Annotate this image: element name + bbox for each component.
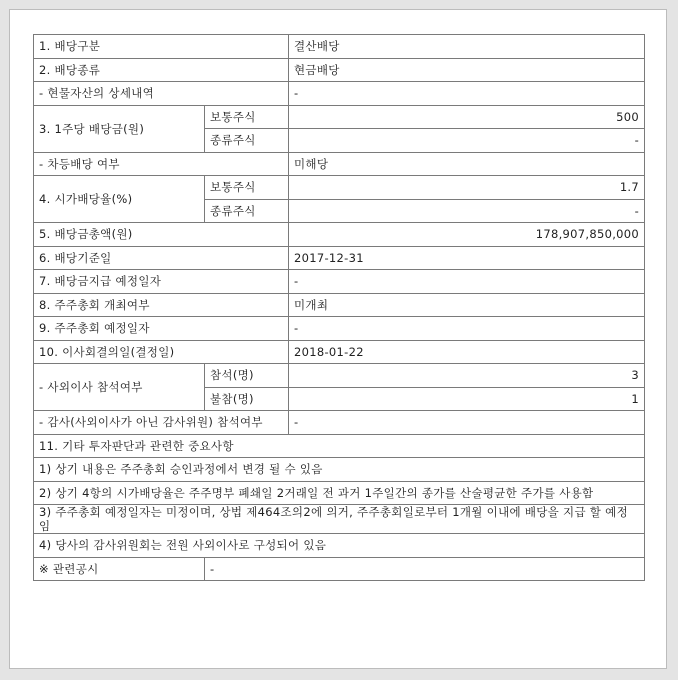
table-row xyxy=(34,411,645,435)
row-value: 현금배당 xyxy=(289,58,645,82)
row-sublabel: 불참(명) xyxy=(205,387,289,411)
table-row xyxy=(34,481,645,505)
row-label: 8. 주주총회 개최여부 xyxy=(34,293,289,317)
section-heading: 11. 기타 투자판단과 관련한 중요사항 xyxy=(34,434,645,458)
table-row xyxy=(34,246,645,270)
table-row xyxy=(34,458,645,482)
related-disclosure-label: ※ 관련공시 xyxy=(34,557,205,581)
row-label: - 감사(사외이사가 아닌 감사위원) 참석여부 xyxy=(34,411,289,435)
row-value: 2017-12-31 xyxy=(289,246,645,270)
row-value: - xyxy=(289,270,645,294)
row-label: 5. 배당금총액(원) xyxy=(34,223,289,247)
table-row xyxy=(34,505,645,534)
table-row xyxy=(34,270,645,294)
row-label: 6. 배당기준일 xyxy=(34,246,289,270)
row-value: 미개최 xyxy=(289,293,645,317)
table-row xyxy=(34,293,645,317)
row-label: 4. 시가배당율(%) xyxy=(34,176,205,223)
row-value: 2018-01-22 xyxy=(289,340,645,364)
row-sublabel: 보통주식 xyxy=(205,176,289,200)
note-item: 2) 상기 4항의 시가배당율은 주주명부 폐쇄일 2거래일 전 과거 1주일간의 종가를 산술평균한 주가를 사용함 xyxy=(34,481,645,505)
row-sublabel: 보통주식 xyxy=(205,105,289,129)
note-item: 3) 주주총회 예정일자는 미정이며, 상법 제464조의2에 의거, 주주총회일로부터 1개월 이내에 배당을 지급 할 예정임 xyxy=(34,505,645,534)
dividend-disclosure-table xyxy=(33,34,645,581)
table-row xyxy=(34,434,645,458)
row-value: - xyxy=(289,199,645,223)
row-value: 500 xyxy=(289,105,645,129)
row-value: - xyxy=(289,411,645,435)
row-label: - 현물자산의 상세내역 xyxy=(34,82,289,106)
document-frame xyxy=(9,9,667,669)
row-value: - xyxy=(289,82,645,106)
row-label: 2. 배당종류 xyxy=(34,58,289,82)
row-value: 1 xyxy=(289,387,645,411)
table-row xyxy=(34,534,645,558)
row-label: - 사외이사 참석여부 xyxy=(34,364,205,411)
row-value: - xyxy=(289,129,645,153)
row-label: 10. 이사회결의일(결정일) xyxy=(34,340,289,364)
table-row xyxy=(34,82,645,106)
row-label: 9. 주주총회 예정일자 xyxy=(34,317,289,341)
row-value: 결산배당 xyxy=(289,35,645,59)
row-label: 7. 배당금지급 예정일자 xyxy=(34,270,289,294)
note-item: 4) 당사의 감사위원회는 전원 사외이사로 구성되어 있음 xyxy=(34,534,645,558)
table-row xyxy=(34,364,645,388)
row-sublabel: 종류주식 xyxy=(205,199,289,223)
row-value: 178,907,850,000 xyxy=(289,223,645,247)
table-row xyxy=(34,340,645,364)
table-row xyxy=(34,176,645,200)
row-value: 1.7 xyxy=(289,176,645,200)
row-sublabel: 참석(명) xyxy=(205,364,289,388)
row-label: 3. 1주당 배당금(원) xyxy=(34,105,205,152)
row-value: - xyxy=(289,317,645,341)
table-row xyxy=(34,152,645,176)
row-sublabel: 종류주식 xyxy=(205,129,289,153)
related-disclosure-value: - xyxy=(205,557,645,581)
row-label: 1. 배당구분 xyxy=(34,35,289,59)
row-value: 3 xyxy=(289,364,645,388)
note-item: 1) 상기 내용은 주주총회 승인과정에서 변경 될 수 있음 xyxy=(34,458,645,482)
table-row xyxy=(34,58,645,82)
table-row xyxy=(34,35,645,59)
row-value: 미해당 xyxy=(289,152,645,176)
table-row xyxy=(34,105,645,129)
table-row xyxy=(34,557,645,581)
table-row xyxy=(34,317,645,341)
row-label: - 차등배당 여부 xyxy=(34,152,289,176)
table-row xyxy=(34,223,645,247)
